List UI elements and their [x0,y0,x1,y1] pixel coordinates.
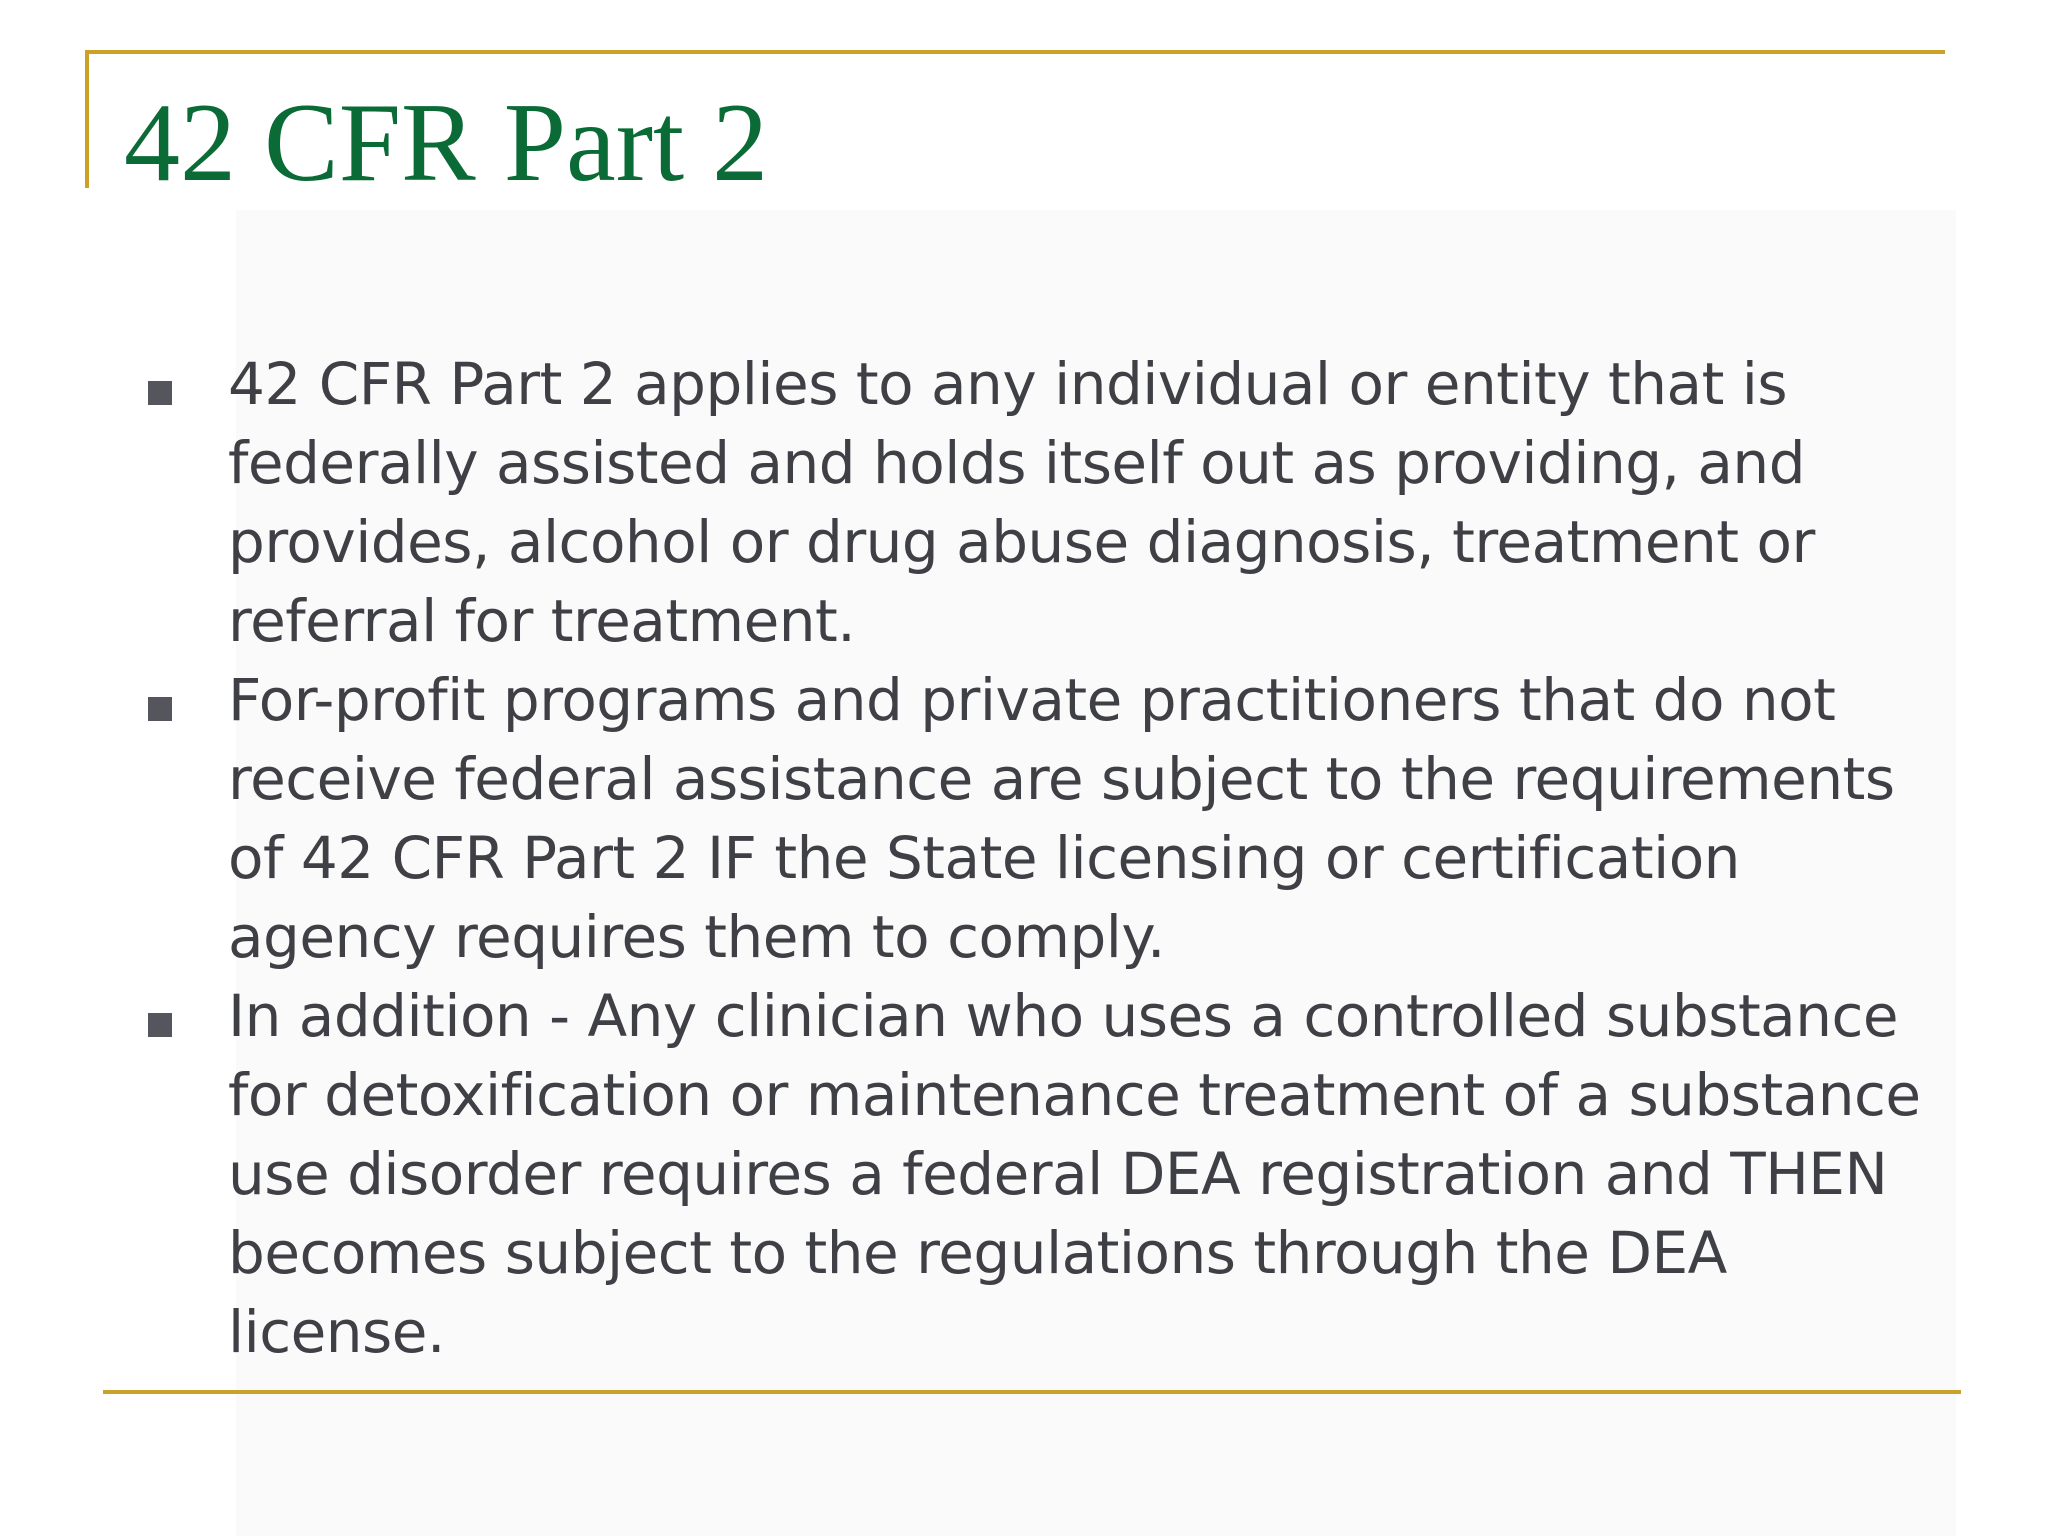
bullet-item [140,345,1940,661]
square-bullet-icon [148,1013,172,1037]
slide-title: 42 CFR Part 2 [124,81,769,205]
bullet-text: 42 CFR Part 2 applies to any individual or entity that is federally assisted and holds itself out as providing, and provides, alcohol or drug abuse diagnosis, treatment or referral for treatment. [228,350,1815,655]
bullet-list [140,345,1940,1372]
bullet-text: For-profit programs and private practitioners that do not receive federal assistance are subject to the requirements of 42 CFR Part 2 IF the State licensing or certification agency requires them to comply. [228,666,1895,971]
bullet-item [140,661,1940,977]
bullet-text: In addition - Any clinician who uses a controlled substance for detoxification or maintenance treatment of a substance use disorder requires a federal DEA registration and THEN becomes subject to the regulations through the DEA license. [228,982,1921,1366]
title-top-rule [85,50,1945,54]
title-left-rule [85,50,89,188]
bottom-rule [103,1390,1961,1394]
square-bullet-icon [148,697,172,721]
square-bullet-icon [148,381,172,405]
bullet-item [140,977,1940,1372]
